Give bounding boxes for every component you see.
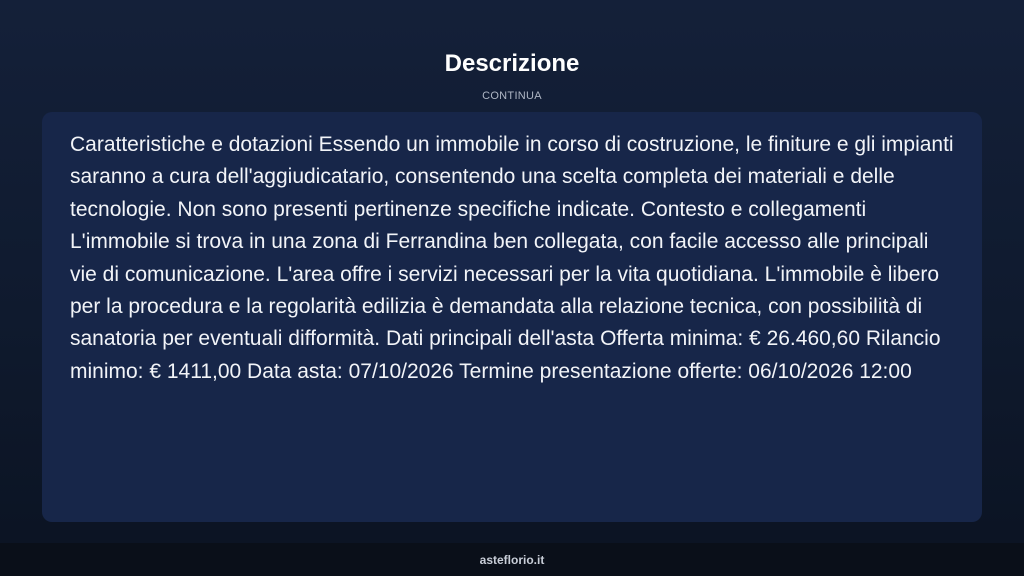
page-subtitle: CONTINUA (482, 90, 542, 102)
footer-bar (0, 543, 1024, 576)
footer-site-label: asteflorio.it (479, 553, 545, 567)
description-card (42, 112, 982, 522)
page-title: Descrizione (444, 50, 580, 77)
description-text: Caratteristiche e dotazioni Essendo un immobile in corso di costruzione, le finiture e gli impianti saranno a cura dell'aggiudicatario, consentendo una scelta completa dei materiali e delle tecnologie. Non sono presenti pertinenze specifiche indicate. Contesto e collegamenti L'immobile si trova in una zona di Ferrandina ben collegata, con facile accesso alle principali vie di comunicazione. L'area offre i servizi necessari per la vita quotidiana. L'immobile è libero per la procedura e la regolarità edilizia è demandata alla relazione tecnica, con possibilità di sanatoria per eventuali difformità. Dati principali dell'asta Offerta minima: € 26.460,60 Rilancio minimo: € 1411,00 Data asta: 07/10/2026 Termine presentazione offerte: 06/10/2026 12:00 (70, 133, 954, 383)
